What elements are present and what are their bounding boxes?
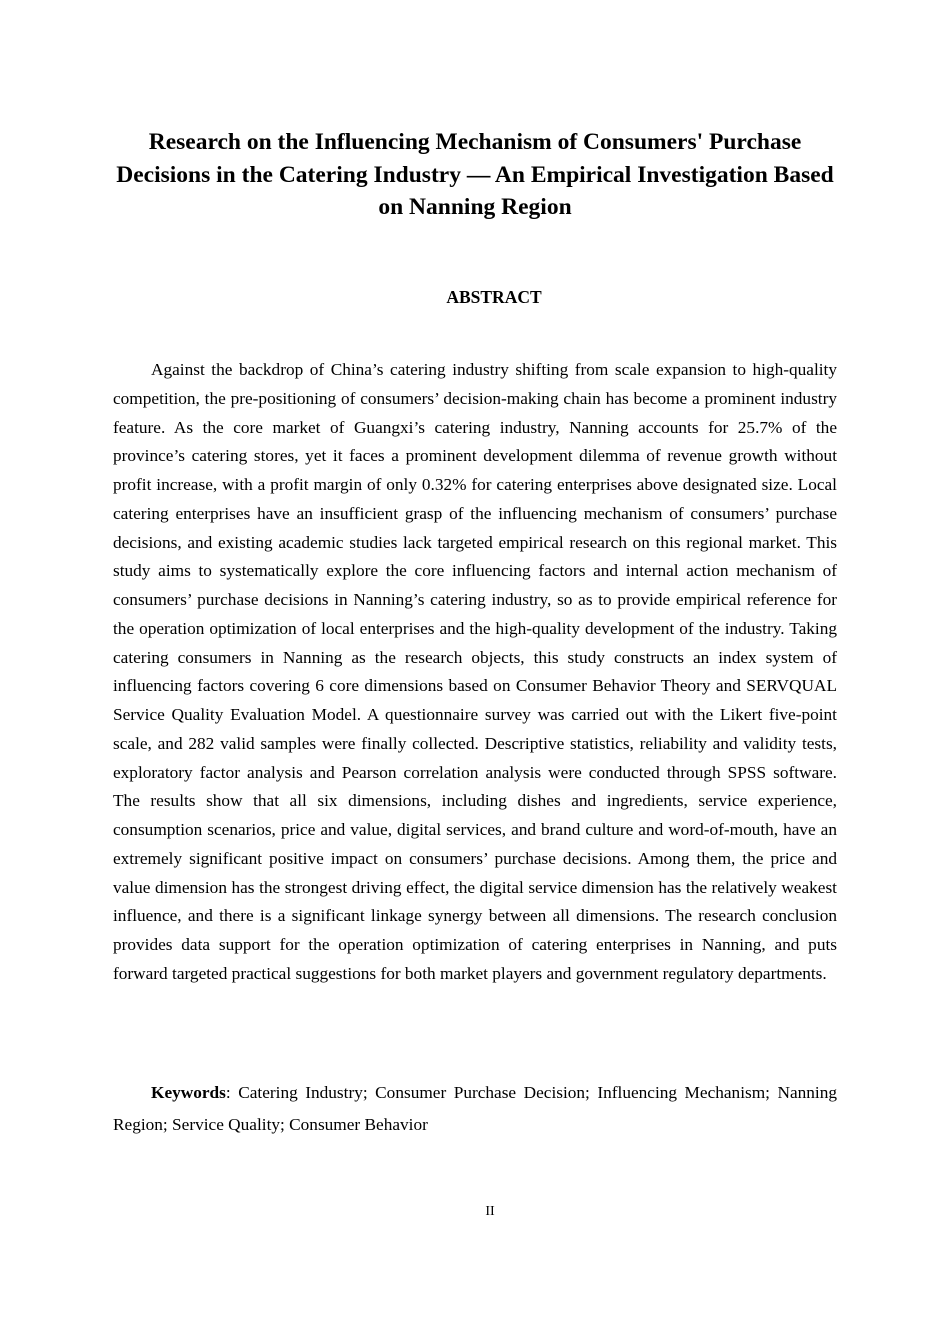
keywords-paragraph — [113, 1077, 837, 1141]
paper-title: Research on the Influencing Mechanism of Consumers' Purchase Decisions in the Catering Industry — An Empirical Investigation Based on Nanning Region — [116, 129, 834, 220]
keywords-separator: : — [225, 1083, 239, 1102]
abstract-heading: ABSTRACT — [446, 287, 542, 307]
keywords-text: Catering Industry; Consumer Purchase Decision; Influencing Mechanism; Nanning Region; Service Quality; Consumer Behavior — [113, 1083, 837, 1134]
page-number: II — [485, 1204, 495, 1219]
abstract-body: Against the backdrop of China’s catering industry shifting from scale expansion to high-quality competition, the pre-positioning of consumers’ decision-making chain has become a prominent industry feature. As the core market of Guangxi’s catering industry, Nanning accounts for 25.7% of the province’s catering stores, yet it faces a prominent development dilemma of revenue growth without profit increase, with a profit margin of only 0.32% for catering enterprises above designated size. Local catering enterprises have an insufficient grasp of the influencing mechanism of consumers’ purchase decisions, and existing academic studies lack targeted empirical research on this regional market. This study aims to systematically explore the core influencing factors and internal action mechanism of consumers’ purchase decisions in Nanning’s catering industry, so as to provide empirical reference for the operation optimization of local enterprises and the high-quality development of the industry. Taking catering consumers in Nanning as the research objects, this study constructs an index system of influencing factors covering 6 core dimensions based on Consumer Behavior Theory and SERVQUAL Service Quality Evaluation Model. A questionnaire survey was carried out with the Likert five-point scale, and 282 valid samples were finally collected. Descriptive statistics, reliability and validity tests, exploratory factor analysis and Pearson correlation analysis were conducted through SPSS software. The results show that all six dimensions, including dishes and ingredients, service experience, consumption scenarios, price and value, digital services, and brand culture and word-of-mouth, have an extremely significant positive impact on consumers’ purchase decisions. Among them, the price and value dimension has the strongest driving effect, the digital service dimension has the relatively weakest influence, and there is a significant linkage synergy between all dimensions. The research conclusion provides data support for the operation optimization of catering enterprises in Nanning, and puts forward targeted practical suggestions for both market players and government regulatory departments. — [113, 360, 837, 983]
keywords-label: Keywords — [151, 1083, 226, 1102]
